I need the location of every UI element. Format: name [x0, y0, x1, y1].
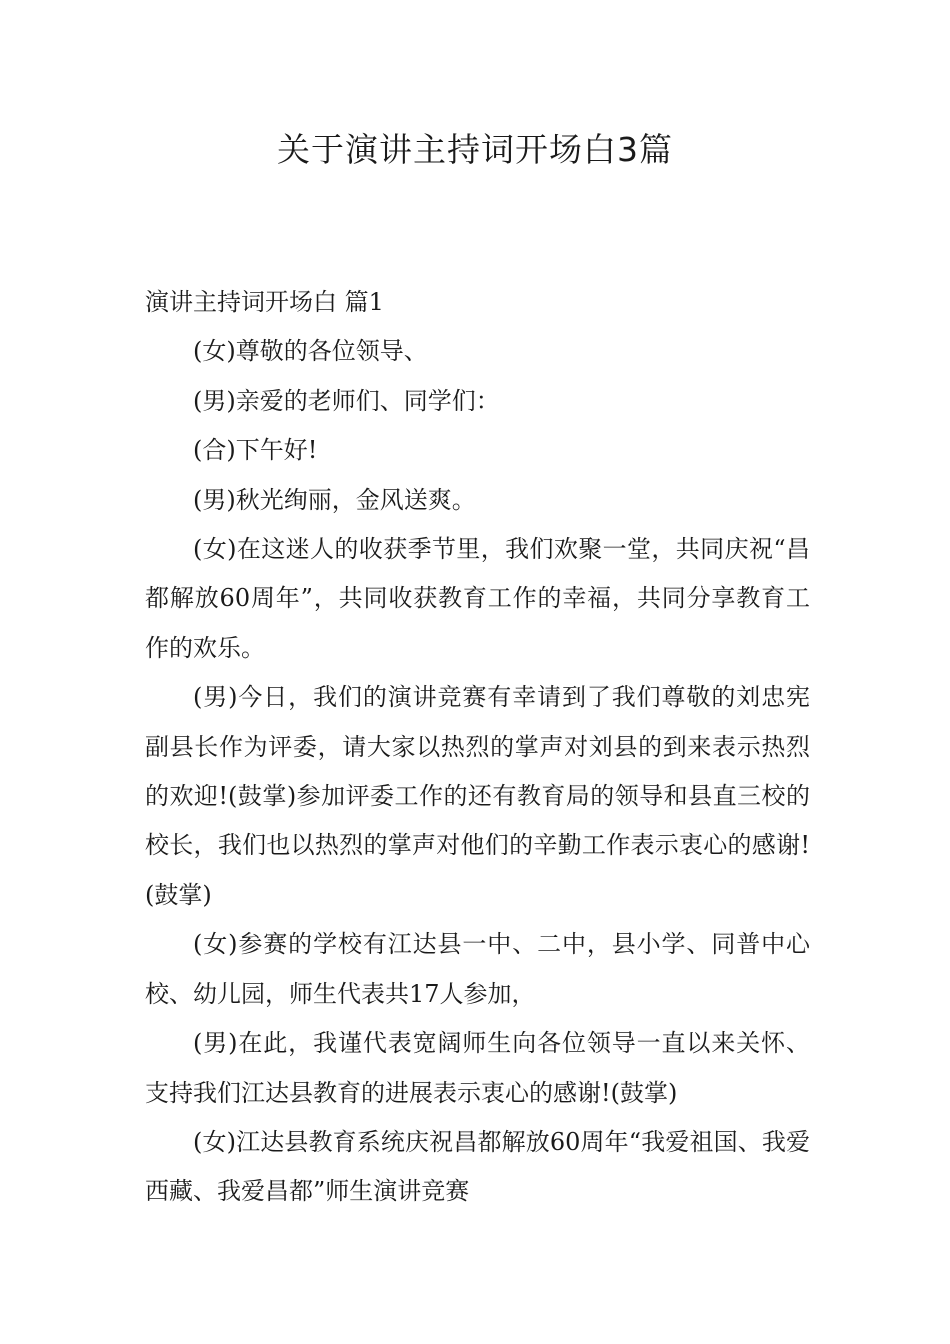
- section-heading: 演讲主持词开场白 篇1: [145, 288, 384, 316]
- paragraph: (女)参赛的学校有江达县一中、二中，县小学、同普中心校、幼儿园，师生代表共17人参加，: [145, 930, 810, 1008]
- paragraph: (女)江达县教育系统庆祝昌都解放60周年“我爱祖国、我爱西藏、我爱昌都”师生演讲竞赛: [145, 1127, 810, 1206]
- paragraph: (男)今日，我们的演讲竞赛有幸请到了我们尊敬的刘忠宪副县长作为评委，请大家以热烈的掌声对刘县的到来表示热烈的欢迎!(鼓掌)参加评委工作的还有教育局的领导和县直三校的校长，我们也以热烈的掌声对他们的辛勤工作表示衷心的感谢!(鼓掌): [145, 683, 810, 909]
- paragraph: (男)亲爱的老师们、同学们：: [193, 386, 500, 415]
- paragraph: (男)秋光绚丽，金风送爽。: [193, 485, 476, 514]
- document-body: [145, 278, 810, 1217]
- paragraph: (合)下午好!: [193, 436, 318, 465]
- document-title: 关于演讲主持词开场白3篇: [277, 130, 673, 169]
- paragraph: (女)尊敬的各位领导、: [193, 337, 428, 366]
- paragraph: (女)在这迷人的收获季节里，我们欢聚一堂，共同庆祝“昌都解放60周年”，共同收获教育工作的幸福，共同分享教育工作的欢乐。: [145, 535, 810, 662]
- paragraph: (男)在此，我谨代表宽阔师生向各位领导一直以来关怀、支持我们江达县教育的进展表示衷心的感谢!(鼓掌): [145, 1029, 810, 1107]
